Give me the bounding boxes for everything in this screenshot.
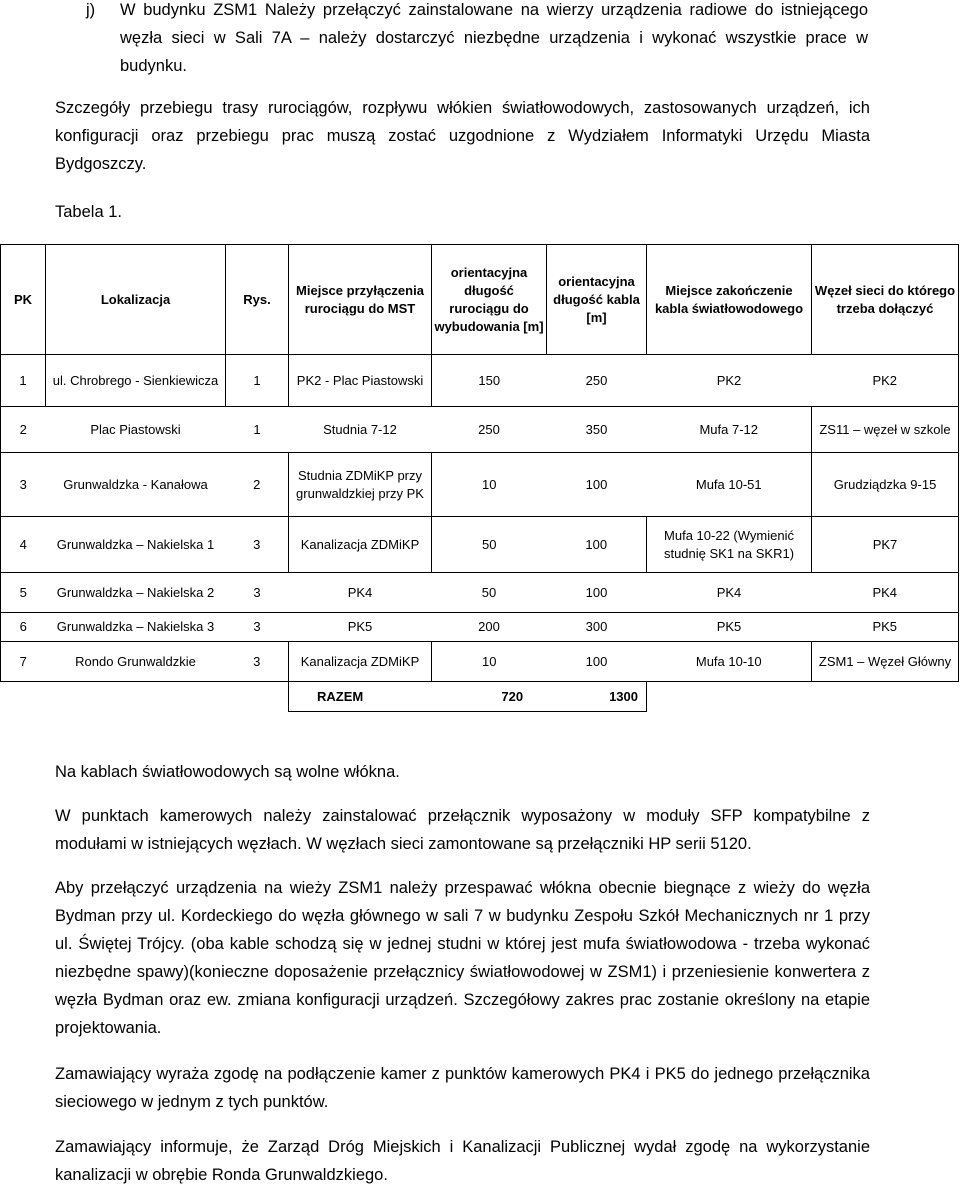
table-row bbox=[1, 355, 959, 407]
cell-pk: 3 bbox=[1, 453, 46, 517]
cell-lokalizacja: Grunwaldzka – Nakielska 2 bbox=[46, 573, 226, 613]
cell-lokalizacja: Rondo Grunwaldzkie bbox=[46, 642, 226, 682]
cell-lokalizacja: Grunwaldzka – Nakielska 3 bbox=[46, 613, 226, 642]
cell-lokalizacja: Plac Piastowski bbox=[46, 407, 226, 453]
cell-dlugosc-kabla: 100 bbox=[547, 642, 647, 682]
cell-zakonczenie: Mufa 10-10 bbox=[647, 642, 812, 682]
list-marker: j) bbox=[86, 1, 96, 19]
cell-rys: 3 bbox=[226, 517, 289, 573]
table-total-row bbox=[1, 682, 959, 712]
total-label: RAZEM bbox=[317, 688, 364, 704]
header-dlugosc-rurociagu: orientacyjna długość rurociągu do wybudowania [m] bbox=[432, 245, 547, 355]
paragraph-4: Zamawiający wyraża zgodę na podłączenie kamer z punktów kamerowych PK4 i PK5 do jednego przełącznika sieciowego w jednym z tych punktów. bbox=[55, 1065, 870, 1111]
header-zakonczenie: Miejsce zakończenie kabla światłowodowego bbox=[647, 245, 812, 355]
cell-dlugosc-rurociagu: 50 bbox=[432, 573, 547, 613]
cell-dlugosc-kabla: 250 bbox=[547, 355, 647, 407]
total-cell bbox=[289, 682, 647, 712]
cell-wezel: PK2 bbox=[812, 355, 959, 407]
cell-dlugosc-kabla: 100 bbox=[547, 573, 647, 613]
cell-pk: 4 bbox=[1, 517, 46, 573]
paragraph-2: W punktach kamerowych należy zainstalować przełącznik wyposażony w moduły SFP kompatybilne z modułami w istniejących węzłach. W węzłach sieci zamontowane są przełączniki HP serii 5120. bbox=[55, 807, 870, 853]
cell-dlugosc-kabla: 350 bbox=[547, 407, 647, 453]
cell-zakonczenie: PK4 bbox=[647, 573, 812, 613]
item-j-text: W budynku ZSM1 Należy przełączyć zainstalowane na wierzy urządzenia radiowe do istniejącego węzła sieci w Sali 7A – należy dostarczyć niezbędne urządzenia i wykonać wszystkie prace w budynku. bbox=[120, 1, 868, 75]
cell-rys: 3 bbox=[226, 613, 289, 642]
header-wezel: Węzeł sieci do którego trzeba dołączyć bbox=[812, 245, 959, 355]
cell-rys: 1 bbox=[226, 407, 289, 453]
cell-dlugosc-kabla: 100 bbox=[547, 453, 647, 517]
cell-wezel: Grudziądzka 9-15 bbox=[812, 453, 959, 517]
cell-dlugosc-kabla: 100 bbox=[547, 517, 647, 573]
paragraph-1: Na kablach światłowodowych są wolne włókna. bbox=[55, 763, 400, 781]
cell-miejsce: PK5 bbox=[289, 613, 432, 642]
paragraph-5: Zamawiający informuje, że Zarząd Dróg Miejskich i Kanalizacji Publicznej wydał zgodę na wykorzystanie kanalizacji w obrębie Ronda Grunwaldzkiego. bbox=[55, 1138, 870, 1184]
cell-wezel: PK7 bbox=[812, 517, 959, 573]
cell-zakonczenie: PK2 bbox=[647, 355, 812, 407]
cell-wezel: ZS11 – węzeł w szkole bbox=[812, 407, 959, 453]
cell-rys: 1 bbox=[226, 355, 289, 407]
header-miejsce: Miejsce przyłączenia rurociągu do MST bbox=[289, 245, 432, 355]
cell-miejsce: PK2 - Plac Piastowski bbox=[289, 355, 432, 407]
table-header-row bbox=[1, 245, 959, 355]
cell-miejsce: Kanalizacja ZDMiKP bbox=[289, 517, 432, 573]
paragraph-3: Aby przełączyć urządzenia na wieży ZSM1 należy przespawać włókna obecnie biegnące z wieży do węzła Bydman przy ul. Kordeckiego do węzła głównego w sali 7 w budynku Zespołu Szkół Mechanicznych nr 1 przy ul. Świętej Trójcy. (oba kable schodzą się w jednej studni w której jest mufa światłowodowa - trzeba wykonać niezbędne spawy)(konieczne doposażenie przełącznicy światłowodowej w ZSM1) i przeniesienie konwertera z węzła Bydman oraz ew. zmiana konfiguracji urządzeń. Szczegółowy zakres prac zostanie określony na etapie projektowania. bbox=[55, 879, 870, 1037]
cell-miejsce: Kanalizacja ZDMiKP bbox=[289, 642, 432, 682]
cell-zakonczenie: Mufa 7-12 bbox=[647, 407, 812, 453]
cell-wezel: PK5 bbox=[812, 613, 959, 642]
details-paragraph: Szczegóły przebiegu trasy rurociągów, rozpływu włókien światłowodowych, zastosowanych urządzeń, ich konfiguracji oraz przebiegu prac muszą zostać uzgodnione z Wydziałem Informatyki Urzędu Miasta Bydgoszczy. bbox=[55, 99, 870, 173]
cell-wezel: ZSM1 – Węzeł Główny bbox=[812, 642, 959, 682]
cell-zakonczenie: Mufa 10-51 bbox=[647, 453, 812, 517]
cell-dlugosc-rurociagu: 50 bbox=[432, 517, 547, 573]
cell-zakonczenie: PK5 bbox=[647, 613, 812, 642]
cell-pk: 2 bbox=[1, 407, 46, 453]
cell-pk: 1 bbox=[1, 355, 46, 407]
header-rys: Rys. bbox=[226, 245, 289, 355]
cell-miejsce: Studnia ZDMiKP przy grunwaldzkiej przy PK bbox=[289, 453, 432, 517]
cell-dlugosc-rurociagu: 150 bbox=[432, 355, 547, 407]
header-dlugosc-kabla: orientacyjna długość kabla [m] bbox=[547, 245, 647, 355]
cell-lokalizacja: Grunwaldzka - Kanałowa bbox=[46, 453, 226, 517]
table-caption: Tabela 1. bbox=[55, 203, 122, 221]
cell-pk: 5 bbox=[1, 573, 46, 613]
cell-dlugosc-rurociagu: 250 bbox=[432, 407, 547, 453]
cell-pk: 6 bbox=[1, 613, 46, 642]
total-dlugosc-kabla: 1300 bbox=[609, 688, 638, 704]
cell-lokalizacja: Grunwaldzka – Nakielska 1 bbox=[46, 517, 226, 573]
cell-pk: 7 bbox=[1, 642, 46, 682]
header-lokalizacja: Lokalizacja bbox=[46, 245, 226, 355]
total-dlugosc-rurociagu: 720 bbox=[501, 688, 524, 704]
locations-table bbox=[0, 244, 959, 712]
table-row bbox=[1, 517, 959, 573]
cell-rys: 2 bbox=[226, 453, 289, 517]
cell-miejsce: Studnia 7-12 bbox=[289, 407, 432, 453]
cell-rys: 3 bbox=[226, 573, 289, 613]
cell-miejsce: PK4 bbox=[289, 573, 432, 613]
table-row bbox=[1, 407, 959, 453]
cell-dlugosc-rurociagu: 200 bbox=[432, 613, 547, 642]
table-row bbox=[1, 453, 959, 517]
table-row bbox=[1, 573, 959, 613]
cell-lokalizacja: ul. Chrobrego - Sienkiewicza bbox=[46, 355, 226, 407]
cell-rys: 3 bbox=[226, 642, 289, 682]
table-row bbox=[1, 642, 959, 682]
cell-dlugosc-rurociagu: 10 bbox=[432, 453, 547, 517]
cell-wezel: PK4 bbox=[812, 573, 959, 613]
table-row bbox=[1, 613, 959, 642]
cell-dlugosc-rurociagu: 10 bbox=[432, 642, 547, 682]
header-pk: PK bbox=[1, 245, 46, 355]
cell-zakonczenie: Mufa 10-22 (Wymienić studnię SK1 na SKR1) bbox=[647, 517, 812, 573]
cell-dlugosc-kabla: 300 bbox=[547, 613, 647, 642]
